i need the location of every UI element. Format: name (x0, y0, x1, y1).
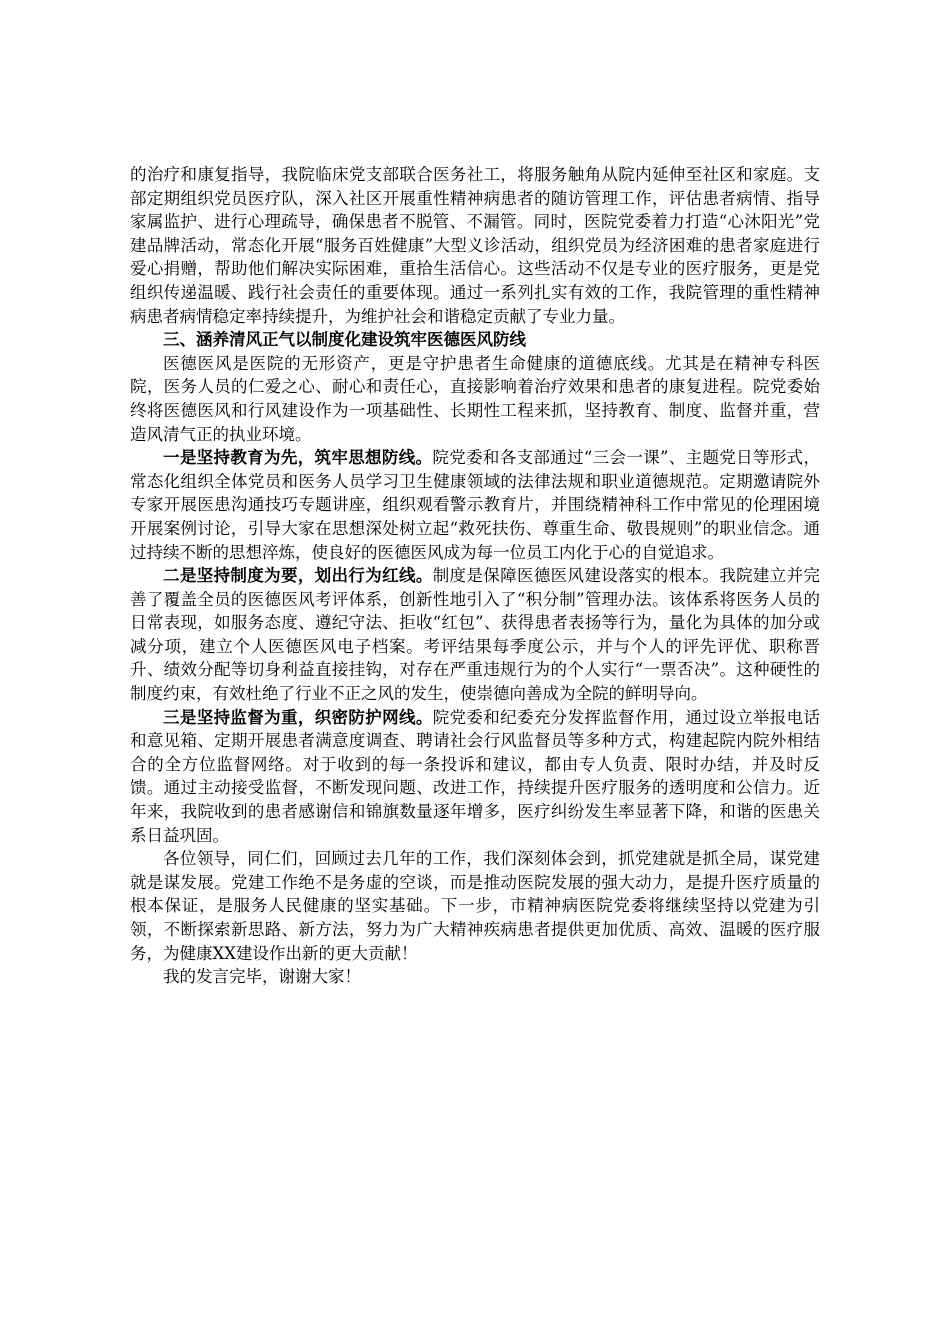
paragraph-supervision (130, 706, 820, 848)
paragraph-conclusion (130, 847, 820, 965)
document-page (130, 163, 820, 989)
paragraph-lead: 三是坚持监督为重，织密防护网线。 (163, 707, 433, 727)
paragraph-lead: 一是坚持教育为先，筑牢思想防线。 (163, 448, 433, 468)
paragraph-text: 院党委和纪委充分发挥监督作用，通过设立举报电话和意见箱、定期开展患者满意度调查、聘请社会行风监督员等多种方式，构建起院内院外相结合的全方位监督网络。对于收到的每一条投诉和建议，都由专人负责、限时办结，并及时反馈。通过主动接受监督，不断发现问题、改进工作，持续提升医疗服务的透明度和公信力。近年来，我院收到的患者感谢信和锦旗数量逐年增多，医疗纠纷发生率显著下降，和谐的医患关系日益巩固。 (130, 707, 821, 845)
paragraph-text: 我的发言完毕，谢谢大家！ (163, 967, 361, 987)
heading-text: 三、涵养清风正气以制度化建设筑牢医德医风防线 (163, 330, 526, 350)
paragraph-lead: 二是坚持制度为要，划出行为红线。 (163, 566, 433, 586)
paragraph-continuation (130, 163, 820, 328)
paragraph-text: 院党委和各支部通过“三会一课”、主题党日等形式，常态化组织全体党员和医务人员学习卫生健康领域的法律法规和职业道德规范。定期邀请院外专家开展医患沟通技巧专题讲座，组织观看警示教育片，并围绕精神科工作中常见的伦理困境开展案例讨论，引导大家在思想深处树立起“救死扶伤、尊重生命、敬畏规则”的职业信念。通过持续不断的思想淬炼，使良好的医德医风成为每一位员工内化于心的自觉追求。 (130, 448, 821, 562)
section-heading-3 (130, 328, 820, 352)
paragraph-text: 医德医风是医院的无形资产，更是守护患者生命健康的道德底线。尤其是在精神专科医院，医务人员的仁爱之心、耐心和责任心，直接影响着治疗效果和患者的康复进程。院党委始终将医德医风和行风建设作为一项基础性、长期性工程来抓，坚持教育、制度、监督并重，营造风清气正的执业环境。 (130, 353, 820, 444)
paragraph-education (130, 446, 820, 564)
paragraph-closing (130, 965, 820, 989)
paragraph-intro (130, 352, 820, 446)
paragraph-system (130, 564, 820, 706)
paragraph-text: 各位领导，同仁们，回顾过去几年的工作，我们深刻体会到，抓党建就是抓全局，谋党建就是谋发展。党建工作绝不是务虚的空谈，而是推动医院发展的强大动力，是提升医疗质量的根本保证，是服务人民健康的坚实基础。下一步，市精神病医院党委将继续坚持以党建为引领，不断探索新思路、新方法，努力为广大精神疾病患者提供更加优质、高效、温暖的医疗服务，为健康XX建设作出新的更大贡献！ (130, 849, 820, 963)
paragraph-text: 制度是保障医德医风建设落实的根本。我院建立并完善了覆盖全员的医德医风考评体系，创新性地引入了“积分制”管理办法。该体系将医务人员的日常表现，如服务态度、遵纪守法、拒收“红包”、获得患者表扬等行为，量化为具体的加分或减分项，建立个人医德医风电子档案。考评结果每季度公示，并与个人的评先评优、职称晋升、绩效分配等切身利益直接挂钩，对存在严重违规行为的个人实行“一票否决”。这种硬性的制度约束，有效杜绝了行业不正之风的发生，使崇德向善成为全院的鲜明导向。 (130, 566, 821, 704)
paragraph-text: 的治疗和康复指导，我院临床党支部联合医务社工，将服务触角从院内延伸至社区和家庭。支部定期组织党员医疗队，深入社区开展重性精神病患者的随访管理工作，评估患者病情、指导家属监护、进行心理疏导，确保患者不脱管、不漏管。同时，医院党委着力打造“心沐阳光”党建品牌活动，常态化开展“服务百姓健康”大型义诊活动，组织党员为经济困难的患者家庭进行爱心捐赠，帮助他们解决实际困难，重拾生活信心。这些活动不仅是专业的医疗服务，更是党组织传递温暖、践行社会责任的重要体现。通过一系列扎实有效的工作，我院管理的重性精神病患者病情稳定率持续提升，为维护社会和谐稳定贡献了专业力量。 (130, 165, 820, 326)
